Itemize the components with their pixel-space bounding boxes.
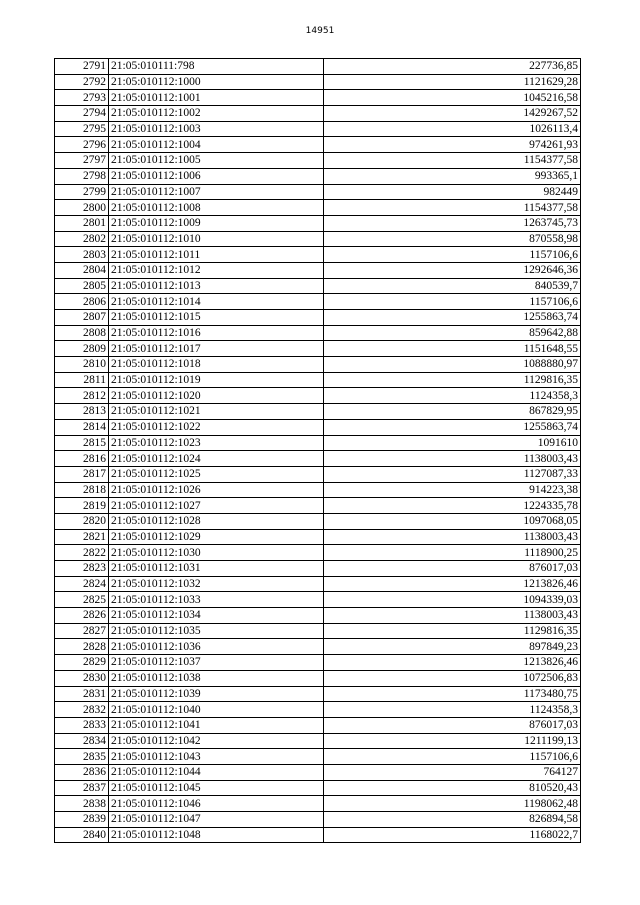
row-number-cell: 2814 [55,419,109,435]
table-row [55,184,581,200]
cadastral-value-cell: 1213826,46 [324,655,581,671]
table-row [55,121,581,137]
cadastral-value-cell: 1094339,03 [324,592,581,608]
table-row [55,59,581,75]
cadastral-number-cell: 21:05:010112:1031 [109,561,324,577]
row-number-cell: 2801 [55,215,109,231]
cadastral-value-cell: 1211199,13 [324,733,581,749]
cadastral-number-cell: 21:05:010112:1038 [109,670,324,686]
cadastral-value-cell: 1255863,74 [324,310,581,326]
cadastral-number-cell: 21:05:010112:1020 [109,388,324,404]
cadastral-number-cell: 21:05:010112:1036 [109,639,324,655]
row-number-cell: 2813 [55,404,109,420]
table-row [55,576,581,592]
row-number-cell: 2810 [55,357,109,373]
row-number-cell: 2794 [55,106,109,122]
table-row [55,812,581,828]
row-number-cell: 2831 [55,686,109,702]
table-row [55,655,581,671]
row-number-cell: 2808 [55,325,109,341]
row-number-cell: 2803 [55,247,109,263]
cadastral-value-cell: 1091610 [324,435,581,451]
row-number-cell: 2822 [55,545,109,561]
table-row [55,90,581,106]
cadastral-number-cell: 21:05:010112:1047 [109,812,324,828]
cadastral-number-cell: 21:05:010112:1013 [109,278,324,294]
table-row [55,247,581,263]
table-row [55,592,581,608]
row-number-cell: 2840 [55,827,109,843]
cadastral-value-cell: 914223,38 [324,482,581,498]
table-body [55,59,581,843]
row-number-cell: 2838 [55,796,109,812]
row-number-cell: 2836 [55,764,109,780]
cadastral-value-cell: 1045216,58 [324,90,581,106]
table-row [55,466,581,482]
row-number-cell: 2799 [55,184,109,200]
row-number-cell: 2829 [55,655,109,671]
cadastral-number-cell: 21:05:010112:1027 [109,498,324,514]
cadastral-value-cell: 867829,95 [324,404,581,420]
table-row [55,200,581,216]
row-number-cell: 2793 [55,90,109,106]
cadastral-number-cell: 21:05:010112:1001 [109,90,324,106]
cadastral-number-cell: 21:05:010112:1026 [109,482,324,498]
row-number-cell: 2824 [55,576,109,592]
row-number-cell: 2821 [55,529,109,545]
table-row [55,74,581,90]
cadastral-number-cell: 21:05:010112:1019 [109,372,324,388]
cadastral-number-cell: 21:05:010112:1041 [109,717,324,733]
table-row [55,733,581,749]
cadastral-value-cell: 1157106,6 [324,749,581,765]
cadastral-value-cell: 859642,88 [324,325,581,341]
cadastral-number-cell: 21:05:010111:798 [109,59,324,75]
cadastral-number-cell: 21:05:010112:1006 [109,168,324,184]
row-number-cell: 2802 [55,231,109,247]
cadastral-number-cell: 21:05:010112:1004 [109,137,324,153]
table-row [55,545,581,561]
table-row [55,372,581,388]
cadastral-number-cell: 21:05:010112:1010 [109,231,324,247]
cadastral-number-cell: 21:05:010112:1008 [109,200,324,216]
table-row [55,294,581,310]
table-row [55,106,581,122]
cadastral-value-cell: 1129816,35 [324,372,581,388]
table-row [55,357,581,373]
cadastral-number-cell: 21:05:010112:1042 [109,733,324,749]
cadastral-value-cell: 227736,85 [324,59,581,75]
row-number-cell: 2823 [55,561,109,577]
row-number-cell: 2817 [55,466,109,482]
cadastral-value-cell: 982449 [324,184,581,200]
table-row [55,749,581,765]
cadastral-value-cell: 1138003,43 [324,529,581,545]
cadastral-value-cell: 1263745,73 [324,215,581,231]
cadastral-value-cell: 1429267,52 [324,106,581,122]
table-row [55,702,581,718]
cadastral-value-cell: 840539,7 [324,278,581,294]
cadastral-number-cell: 21:05:010112:1003 [109,121,324,137]
row-number-cell: 2832 [55,702,109,718]
table-row [55,623,581,639]
table-row [55,231,581,247]
cadastral-number-cell: 21:05:010112:1025 [109,466,324,482]
cadastral-value-cell: 1129816,35 [324,623,581,639]
table-row [55,482,581,498]
row-number-cell: 2820 [55,513,109,529]
cadastral-number-cell: 21:05:010112:1018 [109,357,324,373]
row-number-cell: 2798 [55,168,109,184]
cadastral-value-cell: 1138003,43 [324,608,581,624]
cadastral-value-cell: 1198062,48 [324,796,581,812]
table-row [55,780,581,796]
table-row [55,310,581,326]
table-row [55,262,581,278]
row-number-cell: 2835 [55,749,109,765]
cadastral-number-cell: 21:05:010112:1022 [109,419,324,435]
cadastral-number-cell: 21:05:010112:1048 [109,827,324,843]
cadastral-value-cell: 1173480,75 [324,686,581,702]
table-row [55,278,581,294]
table-row [55,388,581,404]
cadastral-number-cell: 21:05:010112:1030 [109,545,324,561]
row-number-cell: 2826 [55,608,109,624]
table-row [55,639,581,655]
table-row [55,717,581,733]
cadastral-number-cell: 21:05:010112:1046 [109,796,324,812]
cadastral-value-cell: 897849,23 [324,639,581,655]
table-row [55,215,581,231]
cadastral-value-cell: 1157106,6 [324,294,581,310]
table-row [55,513,581,529]
cadastral-number-cell: 21:05:010112:1029 [109,529,324,545]
table-row [55,796,581,812]
row-number-cell: 2800 [55,200,109,216]
table-row [55,498,581,514]
cadastral-number-cell: 21:05:010112:1044 [109,764,324,780]
row-number-cell: 2812 [55,388,109,404]
cadastral-value-cell: 1213826,46 [324,576,581,592]
table-row [55,137,581,153]
row-number-cell: 2827 [55,623,109,639]
cadastral-number-cell: 21:05:010112:1007 [109,184,324,200]
cadastral-number-cell: 21:05:010112:1035 [109,623,324,639]
cadastral-number-cell: 21:05:010112:1039 [109,686,324,702]
cadastral-number-cell: 21:05:010112:1012 [109,262,324,278]
cadastral-value-cell: 1168022,7 [324,827,581,843]
row-number-cell: 2795 [55,121,109,137]
cadastral-number-cell: 21:05:010112:1033 [109,592,324,608]
row-number-cell: 2804 [55,262,109,278]
cadastral-number-cell: 21:05:010112:1014 [109,294,324,310]
table-row [55,341,581,357]
cadastral-number-cell: 21:05:010112:1045 [109,780,324,796]
row-number-cell: 2837 [55,780,109,796]
cadastral-value-cell: 1124358,3 [324,702,581,718]
cadastral-number-cell: 21:05:010112:1024 [109,451,324,467]
row-number-cell: 2797 [55,153,109,169]
table-row [55,451,581,467]
cadastral-number-cell: 21:05:010112:1015 [109,310,324,326]
row-number-cell: 2796 [55,137,109,153]
cadastral-number-cell: 21:05:010112:1034 [109,608,324,624]
cadastral-value-cell: 826894,58 [324,812,581,828]
row-number-cell: 2825 [55,592,109,608]
cadastral-value-cell: 1097068,05 [324,513,581,529]
cadastral-value-cell: 1154377,58 [324,153,581,169]
table-row [55,325,581,341]
table-row [55,153,581,169]
row-number-cell: 2833 [55,717,109,733]
cadastral-value-cell: 870558,98 [324,231,581,247]
cadastral-number-cell: 21:05:010112:1017 [109,341,324,357]
cadastral-value-cell: 1224335,78 [324,498,581,514]
cadastral-value-cell: 974261,93 [324,137,581,153]
cadastral-value-table [54,58,581,843]
cadastral-value-cell: 1124358,3 [324,388,581,404]
row-number-cell: 2834 [55,733,109,749]
cadastral-number-cell: 21:05:010112:1016 [109,325,324,341]
cadastral-number-cell: 21:05:010112:1021 [109,404,324,420]
table-row [55,561,581,577]
table-row [55,764,581,780]
cadastral-value-cell: 876017,03 [324,561,581,577]
cadastral-number-cell: 21:05:010112:1002 [109,106,324,122]
table-row [55,529,581,545]
row-number-cell: 2792 [55,74,109,90]
row-number-cell: 2805 [55,278,109,294]
cadastral-number-cell: 21:05:010112:1000 [109,74,324,90]
row-number-cell: 2815 [55,435,109,451]
cadastral-value-cell: 764127 [324,764,581,780]
cadastral-value-cell: 1154377,58 [324,200,581,216]
cadastral-number-cell: 21:05:010112:1040 [109,702,324,718]
cadastral-number-cell: 21:05:010112:1037 [109,655,324,671]
table-row [55,419,581,435]
table-row [55,404,581,420]
cadastral-value-cell: 993365,1 [324,168,581,184]
row-number-cell: 2818 [55,482,109,498]
row-number-cell: 2811 [55,372,109,388]
row-number-cell: 2830 [55,670,109,686]
row-number-cell: 2807 [55,310,109,326]
cadastral-number-cell: 21:05:010112:1043 [109,749,324,765]
table-row [55,608,581,624]
cadastral-number-cell: 21:05:010112:1023 [109,435,324,451]
cadastral-value-cell: 876017,03 [324,717,581,733]
row-number-cell: 2816 [55,451,109,467]
row-number-cell: 2828 [55,639,109,655]
cadastral-value-cell: 1121629,28 [324,74,581,90]
cadastral-value-cell: 1118900,25 [324,545,581,561]
row-number-cell: 2839 [55,812,109,828]
page-number: 14951 [305,26,335,36]
cadastral-value-cell: 1026113,4 [324,121,581,137]
cadastral-value-cell: 1157106,6 [324,247,581,263]
cadastral-number-cell: 21:05:010112:1028 [109,513,324,529]
row-number-cell: 2791 [55,59,109,75]
cadastral-number-cell: 21:05:010112:1011 [109,247,324,263]
cadastral-value-cell: 1151648,55 [324,341,581,357]
table-row [55,670,581,686]
row-number-cell: 2819 [55,498,109,514]
cadastral-value-cell: 1292646,36 [324,262,581,278]
cadastral-value-cell: 810520,43 [324,780,581,796]
table-row [55,827,581,843]
table-row [55,686,581,702]
table-row [55,435,581,451]
cadastral-number-cell: 21:05:010112:1032 [109,576,324,592]
row-number-cell: 2806 [55,294,109,310]
cadastral-number-cell: 21:05:010112:1009 [109,215,324,231]
cadastral-value-cell: 1255863,74 [324,419,581,435]
cadastral-value-cell: 1127087,33 [324,466,581,482]
row-number-cell: 2809 [55,341,109,357]
cadastral-value-cell: 1072506,83 [324,670,581,686]
cadastral-number-cell: 21:05:010112:1005 [109,153,324,169]
cadastral-value-cell: 1138003,43 [324,451,581,467]
table-row [55,168,581,184]
cadastral-value-cell: 1088880,97 [324,357,581,373]
